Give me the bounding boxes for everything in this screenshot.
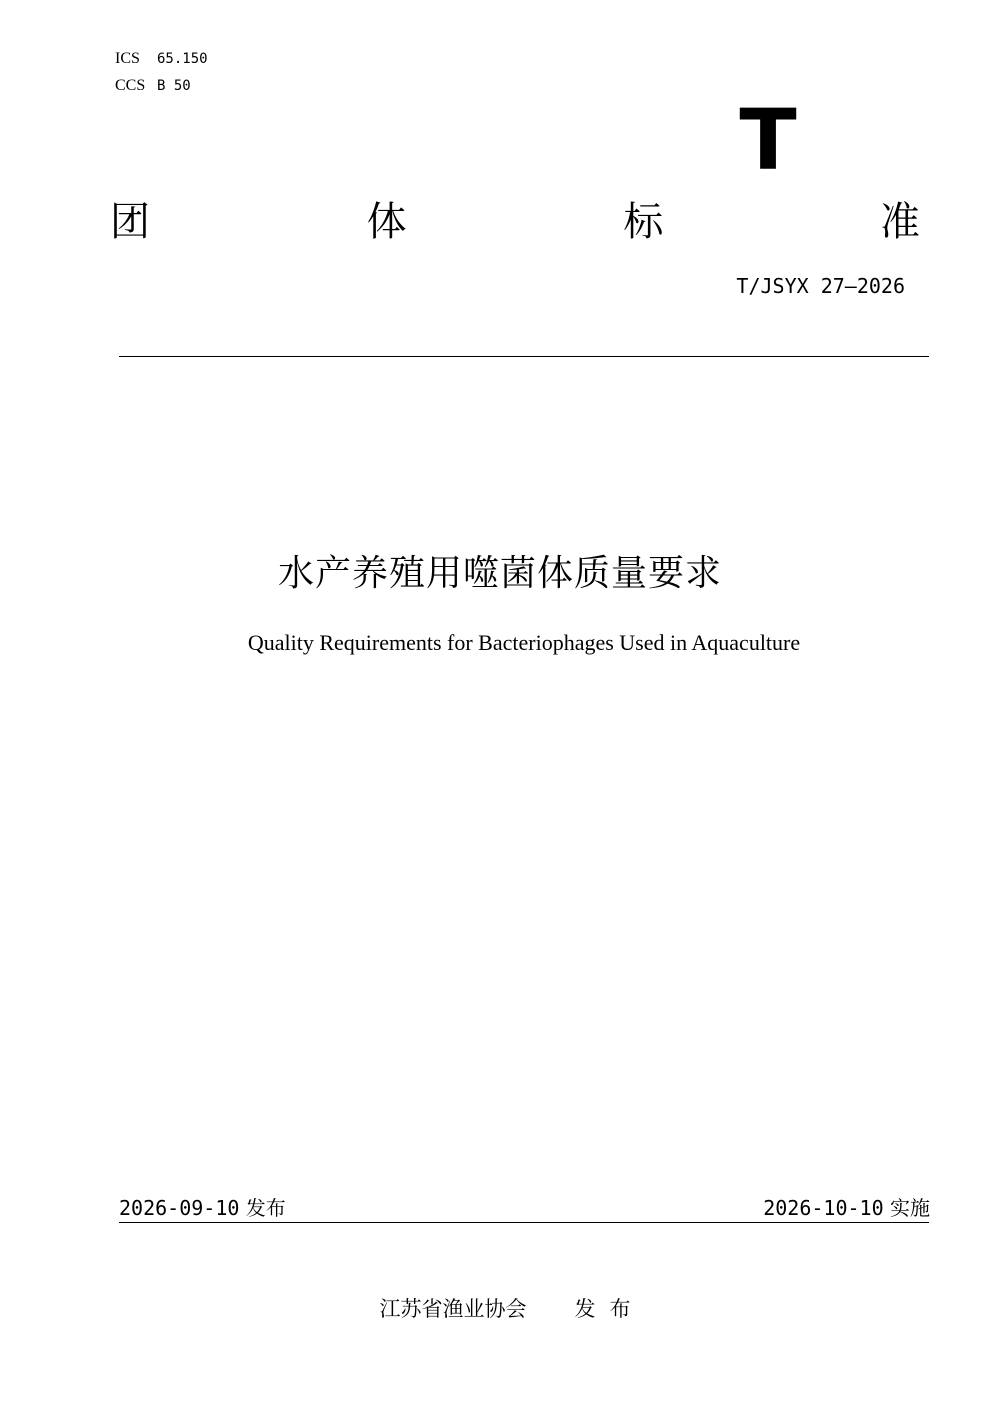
implement-label: 实施 [890, 1196, 930, 1220]
ics-row [115, 50, 208, 68]
publisher-label: 发布 [574, 1297, 645, 1321]
standard-mark: T [739, 91, 797, 189]
document-type-char: 准 [879, 198, 920, 245]
ics-label: ICS [115, 50, 140, 67]
document-type [110, 190, 920, 246]
document-type-char: 标 [623, 198, 664, 245]
publisher-line [0, 1293, 1000, 1323]
release-date: 2026-09-10 [119, 1196, 240, 1220]
release-label: 发布 [245, 1196, 286, 1220]
document-type-char: 体 [366, 198, 407, 245]
implement-date-line [763, 1192, 930, 1221]
implement-date: 2026-10-10 [763, 1196, 884, 1220]
document-type-char: 团 [110, 198, 150, 245]
publisher-org: 江苏省渔业协会 [379, 1297, 527, 1321]
title-english: Quality Requirements for Bacteriophages Used in Aquaculture [247, 630, 801, 655]
ccs-code: B 50 [157, 78, 191, 94]
standard-number: T/JSYX 27—2026 [736, 274, 905, 298]
ccs-row [115, 77, 191, 95]
ccs-label: CCS [115, 77, 146, 94]
ics-code: 65.150 [157, 51, 208, 67]
header-divider [119, 356, 929, 357]
release-date-line [119, 1192, 286, 1221]
footer-divider [119, 1222, 929, 1223]
title-chinese: 水产养殖用噬菌体质量要求 [277, 553, 722, 594]
